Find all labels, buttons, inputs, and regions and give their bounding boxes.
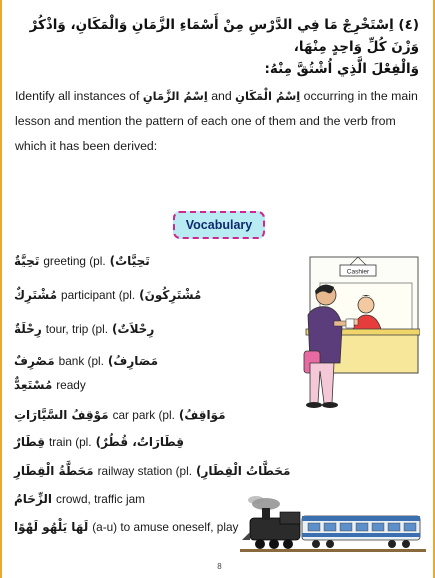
vocab-english: (a-u) to amuse oneself, play xyxy=(92,520,239,534)
instruction-part-1: Identify all instances of xyxy=(15,89,140,103)
vocab-arabic: لَهَا يَلْهُو لَهْوًا xyxy=(14,520,89,534)
vocab-item xyxy=(14,461,290,481)
vocab-arabic: مَوْقِفُ السَّيَّارَاتِ xyxy=(14,408,109,422)
vocab-plural: مُشْتَرِكُونَ) xyxy=(139,288,202,302)
vocab-english: ready xyxy=(56,378,86,392)
vocab-item xyxy=(14,375,86,395)
vocab-english: bank (pl. xyxy=(58,354,104,368)
vocab-item xyxy=(14,351,158,371)
vocab-item xyxy=(14,432,184,452)
vocab-arabic: رِحْلَةٌ xyxy=(14,322,42,336)
vocab-plural: رِحْلاَتٌ) xyxy=(112,322,155,336)
vocab-english: railway station (pl. xyxy=(97,464,193,478)
customer-trousers xyxy=(310,363,334,403)
cashier-illustration xyxy=(270,255,420,415)
vocab-plural: مَحَطَّاتُ الْقِطَارِ) xyxy=(196,464,291,478)
exercise-instruction-english xyxy=(15,84,425,159)
page-number: 8 xyxy=(217,562,222,571)
vocab-arabic: مُسْتَعِدٌّ xyxy=(14,378,53,392)
instruction-part-2: occurring in the main xyxy=(303,89,418,103)
vocab-arabic: مَصْرِفٌ xyxy=(14,354,55,368)
vocab-english: train (pl. xyxy=(48,435,92,449)
vocab-plural: تَحِيَّاتٌ) xyxy=(109,254,150,268)
exercise-line-1: (٤) اِسْتَخْرِجْ مَا فِي الدَّرْسِ مِنْ أَسْمَاءِ الزَّمَانِ وَالْمَكَانِ، وَاذْكُرْ وَزْنَ كُلِّ وَاحِدٍ مِنْهَا، xyxy=(29,17,419,55)
exercise-4-arabic xyxy=(9,14,419,80)
vocab-arabic: مَحَطَّةُ الْقِطَارِ xyxy=(14,464,94,478)
instruction-and: and xyxy=(211,89,232,103)
term-ism-makan: اِسْمُ الْمَكَانِ xyxy=(235,89,301,103)
cashier-sign-text: Cashier xyxy=(346,268,370,276)
term-ism-zaman: اِسْمُ الزَّمَانِ xyxy=(142,89,208,103)
vocab-english: crowd, traffic jam xyxy=(56,492,145,506)
vocab-arabic: قِطَارٌ xyxy=(14,435,45,449)
exercise-line-2: وَالْفِعْلَ الَّذِي اُشْتُقَّ مِنْهُ: xyxy=(264,61,419,77)
vocab-plural: مَوَاقِفُ) xyxy=(178,408,226,422)
train-illustration xyxy=(240,496,426,556)
vocab-plural: قِطَارَاتٌ، قُطُرٌ) xyxy=(95,435,184,449)
vocab-arabic: الزِّحَامُ xyxy=(14,492,53,506)
vocab-english: tour, trip (pl. xyxy=(45,322,109,336)
vocab-arabic: مُشْتَرِكٌ xyxy=(14,288,58,302)
vocab-item xyxy=(14,251,150,271)
instruction-line-3: which it has been derived: xyxy=(15,139,158,153)
vocab-arabic: تَحِيَّةٌ xyxy=(14,254,40,268)
vocab-english: greeting (pl. xyxy=(43,254,106,268)
vocabulary-heading: Vocabulary xyxy=(173,211,265,239)
instruction-line-2: lesson and mention the pattern of each one of them and the verb from xyxy=(15,114,396,128)
vocab-item xyxy=(14,285,201,305)
rails xyxy=(240,549,426,552)
vocab-item xyxy=(14,489,145,509)
vocab-item xyxy=(14,405,226,425)
instruction-line-1 xyxy=(15,84,425,109)
vocab-item xyxy=(14,319,154,339)
vocab-english: participant (pl. xyxy=(61,288,136,302)
vocab-english: car park (pl. xyxy=(112,408,175,422)
vocab-item xyxy=(14,517,238,537)
cashier-head xyxy=(358,297,374,313)
vocab-plural: مَصَارِفُ) xyxy=(107,354,159,368)
